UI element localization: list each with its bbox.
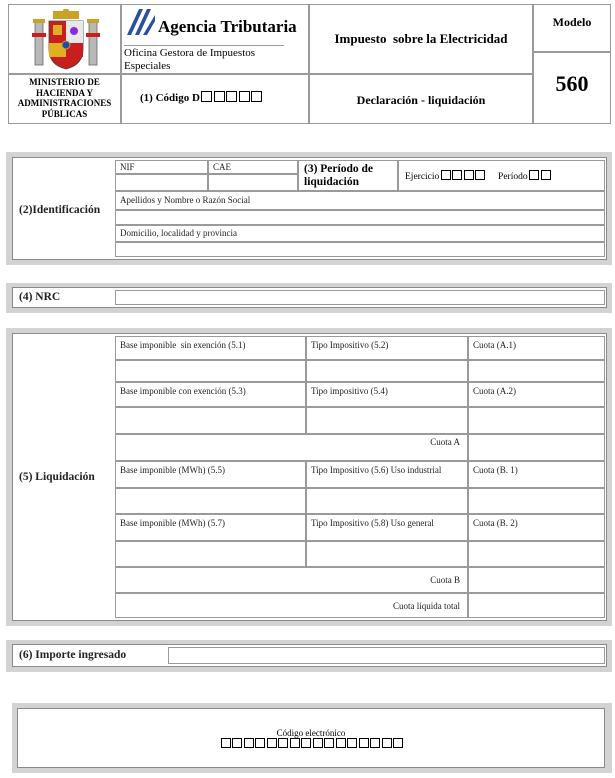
modelo-number: 560 [555,71,589,96]
tipo-5-6-label-cell [306,461,468,488]
char-box[interactable] [201,91,212,102]
domicilio-label-cell [115,225,605,242]
ejercicio-row [405,170,551,182]
cuota-liquida-total-label-cell [115,593,468,618]
nif-label-cell [115,160,208,174]
char-box[interactable] [226,91,237,102]
base-mwh-5-5-label: Base imponible (MWh) (5.5) [120,465,225,475]
identificacion-label: (2)Identificación [19,204,101,216]
cuota-liquida-total-input[interactable] [468,593,605,618]
cuota-b1-label-cell [468,461,605,488]
codigo-row [140,91,262,104]
char-box[interactable] [278,738,288,748]
ejercicio-boxes[interactable] [439,170,485,182]
cae-label-cell [208,160,298,174]
base-sin-exencion-input[interactable] [115,360,306,382]
periodo-cell [298,160,398,191]
tax-title: Impuesto sobre la Electricidad [334,31,508,46]
char-box[interactable] [214,91,225,102]
cuota-a2-label: Cuota (A.2) [473,386,516,396]
cuota-liquida-total-label: Cuota líquida total [393,601,460,611]
codigo-electronico-boxes[interactable] [219,738,403,748]
importe-input[interactable] [168,647,605,664]
char-box[interactable] [382,738,392,748]
base-sin-exencion-label-cell [115,336,306,360]
tipo-5-6-label: Tipo Impositivo (5.6) Uso industrial [311,465,442,475]
tipo-5-2-label: Tipo Impositivo (5.2) [311,340,389,350]
char-box[interactable] [221,738,231,748]
base-con-exencion-label-cell [115,382,306,407]
tipo-5-8-input[interactable] [306,541,468,567]
ministry-box [8,74,121,124]
base-con-exencion-input[interactable] [115,407,306,434]
cae-label: CAE [213,162,231,172]
spain-coat-of-arms-icon [31,9,101,71]
agency-name: Agencia Tributaria [158,17,297,36]
base-mwh-5-5-label-cell [115,461,306,488]
char-box[interactable] [393,738,403,748]
char-box[interactable] [251,91,262,102]
codigo-box [121,74,309,124]
cuota-a2-label-cell [468,382,605,407]
cuota-a1-label: Cuota (A.1) [473,340,516,350]
char-box[interactable] [464,170,474,180]
char-box[interactable] [324,738,334,748]
cuota-a-label-cell [115,434,468,461]
base-mwh-5-5-input[interactable] [115,488,306,514]
char-box[interactable] [529,170,539,180]
importe-label: (6) Importe ingresado [19,649,127,661]
base-mwh-5-7-input[interactable] [115,541,306,567]
char-box[interactable] [301,738,311,748]
char-box[interactable] [290,738,300,748]
nif-label: NIF [120,162,135,172]
char-box[interactable] [441,170,451,180]
codigo-electronico-row [17,738,605,748]
codigo-label: (1) Código D [140,92,200,104]
char-box[interactable] [255,738,265,748]
modelo-number-box [533,52,611,124]
base-mwh-5-7-label-cell [115,514,306,541]
cuota-b-label: Cuota B [430,575,460,585]
char-box[interactable] [541,170,551,180]
tax-title-box [309,4,533,74]
cae-input[interactable] [208,174,298,191]
apellidos-label-cell [115,191,605,210]
tipo-5-4-input[interactable] [306,407,468,434]
cuota-b1-label: Cuota (B. 1) [473,465,518,475]
ministry-name: MINISTERIO DE HACIENDA Y ADMINISTRACIONES PÚBLICAS [17,77,112,119]
cuota-a-input[interactable] [468,434,605,461]
nrc-label: (4) NRC [19,291,61,303]
tipo-5-4-label: Tipo impositivo (5.4) [311,386,388,396]
domicilio-label: Domicilio, localidad y provincia [120,228,237,238]
cuota-b-input[interactable] [468,567,605,593]
base-sin-exencion-label: Base imponible sin exención (5.1) [120,340,246,350]
tipo-5-2-input[interactable] [306,360,468,382]
tipo-5-2-label-cell [306,336,468,360]
cuota-a-label: Cuota A [430,437,460,447]
char-box[interactable] [232,738,242,748]
char-box[interactable] [267,738,277,748]
coat-of-arms-box [8,4,121,74]
char-box[interactable] [244,738,254,748]
tipo-5-6-input[interactable] [306,488,468,514]
cuota-a2-input[interactable] [468,407,605,434]
declaracion-box [309,74,533,124]
liquidacion-label: (5) Liquidación [19,471,95,483]
char-box[interactable] [239,91,250,102]
agency-box [121,4,309,74]
cuota-b2-label: Cuota (B. 2) [473,518,518,528]
base-mwh-5-7-label: Base imponible (MWh) (5.7) [120,518,225,528]
periodo-label: (3) Período de liquidación [304,163,373,188]
codigo-electronico-label: Código electrónico [276,728,346,738]
char-box[interactable] [359,738,369,748]
char-box[interactable] [452,170,462,180]
periodo-small-label: Período [498,172,528,182]
tipo-5-8-label: Tipo Impositivo (5.8) Uso general [311,518,434,528]
cuota-b2-label-cell [468,514,605,541]
periodo-boxes[interactable] [528,170,551,182]
cuota-b2-input[interactable] [468,541,605,567]
nrc-input[interactable] [115,290,605,305]
cuota-b1-input[interactable] [468,488,605,514]
declaracion-subtitle: Declaración - liquidación [356,93,486,107]
char-box[interactable] [370,738,380,748]
base-con-exencion-label: Base imponible con exención (5.3) [120,386,246,396]
tipo-5-4-label-cell [306,382,468,407]
agencia-tributaria-logo-icon [125,7,157,37]
char-box[interactable] [313,738,323,748]
ejercicio-label: Ejercicio [405,172,440,182]
char-box[interactable] [475,170,485,180]
cuota-b-label-cell [115,567,468,593]
domicilio-input[interactable] [115,242,605,257]
cuota-a1-label-cell [468,336,605,360]
apellidos-input[interactable] [115,210,605,225]
tipo-5-8-label-cell [306,514,468,541]
codigo-boxes[interactable] [200,91,263,104]
nif-input[interactable] [115,174,208,191]
cuota-a1-input[interactable] [468,360,605,382]
char-box[interactable] [347,738,357,748]
apellidos-label: Apellidos y Nombre o Razón Social [120,195,251,205]
modelo-label: Modelo [552,15,592,29]
modelo-label-box [533,4,611,52]
ejercicio-cell [398,160,605,191]
office-name: Oficina Gestora de Impuestos Especiales [124,45,284,73]
char-box[interactable] [336,738,346,748]
